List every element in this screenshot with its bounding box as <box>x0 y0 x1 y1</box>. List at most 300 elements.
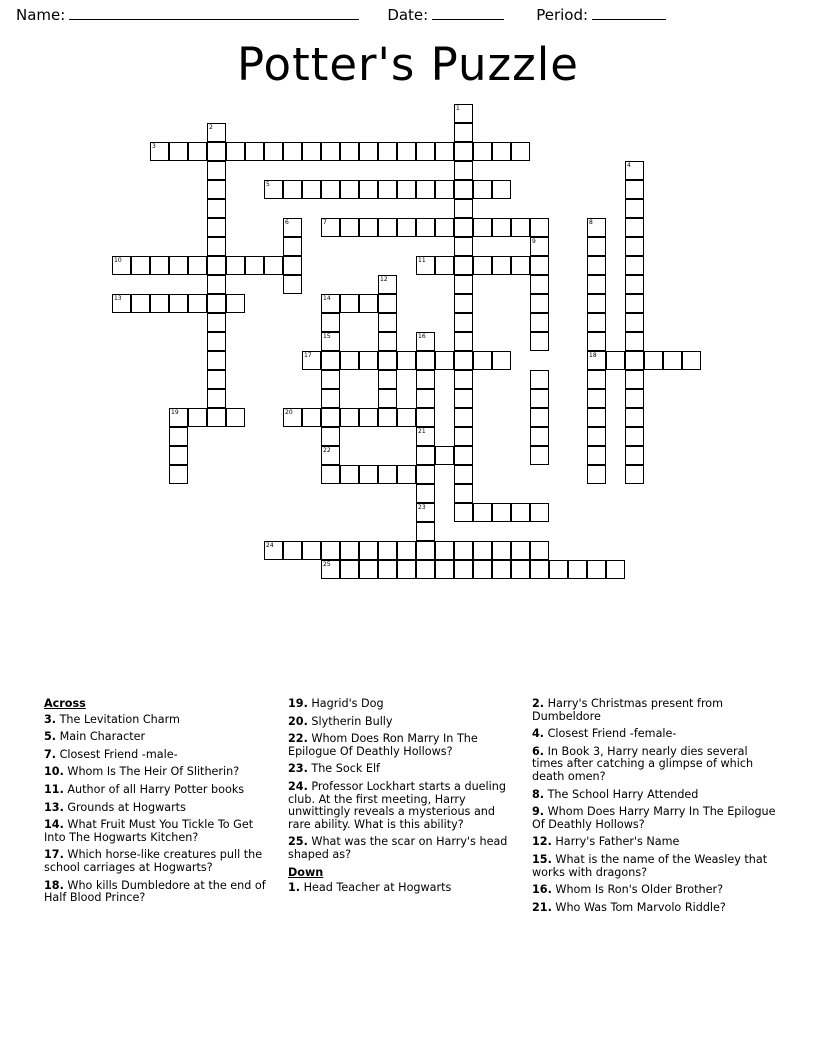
grid-cell[interactable] <box>454 180 473 199</box>
grid-cell[interactable] <box>150 256 169 275</box>
clue-item <box>532 854 777 879</box>
grid-cell[interactable] <box>359 465 378 484</box>
grid-cell[interactable] <box>435 446 454 465</box>
grid-cell[interactable] <box>283 541 302 560</box>
grid-cell[interactable] <box>625 161 644 180</box>
grid-cell[interactable] <box>644 351 663 370</box>
grid-cell[interactable] <box>283 237 302 256</box>
clue-text: The Sock Elf <box>307 762 380 776</box>
grid-cell[interactable] <box>530 503 549 522</box>
grid-cell[interactable] <box>587 427 606 446</box>
grid-cell[interactable] <box>397 541 416 560</box>
grid-cell[interactable] <box>150 294 169 313</box>
grid-cell[interactable] <box>283 256 302 275</box>
crossword-grid[interactable] <box>0 104 816 684</box>
grid-cell[interactable] <box>530 237 549 256</box>
grid-cell[interactable] <box>226 408 245 427</box>
grid-cell[interactable] <box>378 332 397 351</box>
grid-cell[interactable] <box>378 465 397 484</box>
grid-cell[interactable] <box>340 294 359 313</box>
grid-cell[interactable] <box>454 560 473 579</box>
grid-cell[interactable] <box>226 256 245 275</box>
grid-cell[interactable] <box>492 503 511 522</box>
grid-cell[interactable] <box>359 142 378 161</box>
grid-cell[interactable] <box>207 313 226 332</box>
grid-cell[interactable] <box>226 294 245 313</box>
clue-number: 13. <box>44 800 64 814</box>
grid-cell[interactable] <box>454 237 473 256</box>
grid-cell[interactable] <box>378 408 397 427</box>
grid-cell[interactable] <box>378 351 397 370</box>
clue-number: 20. <box>288 714 308 728</box>
grid-cell[interactable] <box>226 142 245 161</box>
period-blank[interactable] <box>592 7 666 20</box>
grid-cell[interactable] <box>416 484 435 503</box>
grid-cell[interactable] <box>435 256 454 275</box>
page-title: Potter's Puzzle <box>237 38 579 91</box>
clue-number: 24. <box>288 779 308 793</box>
grid-cell[interactable] <box>435 351 454 370</box>
grid-cell[interactable] <box>587 294 606 313</box>
grid-cell[interactable] <box>454 313 473 332</box>
grid-cell[interactable] <box>321 408 340 427</box>
grid-cell[interactable] <box>283 142 302 161</box>
grid-cell[interactable] <box>378 142 397 161</box>
grid-cell[interactable] <box>492 256 511 275</box>
grid-cell[interactable] <box>340 180 359 199</box>
grid-cell[interactable] <box>397 560 416 579</box>
grid-cell[interactable] <box>397 465 416 484</box>
clue-item <box>288 781 520 831</box>
clue-number: 2. <box>532 697 545 710</box>
grid-cell[interactable] <box>587 446 606 465</box>
clues-area <box>44 698 784 958</box>
grid-cell[interactable] <box>454 275 473 294</box>
grid-cell[interactable] <box>321 370 340 389</box>
clue-number: 23. <box>288 762 308 776</box>
grid-cell[interactable] <box>587 218 606 237</box>
clue-item <box>288 763 520 776</box>
grid-cell[interactable] <box>454 427 473 446</box>
clue-item <box>532 746 777 784</box>
grid-cell[interactable] <box>625 256 644 275</box>
clue-number: 21. <box>532 900 552 914</box>
clue-number: 12. <box>532 835 552 849</box>
grid-cell[interactable] <box>473 218 492 237</box>
grid-cell[interactable] <box>511 256 530 275</box>
grid-cell[interactable] <box>340 408 359 427</box>
grid-cell[interactable] <box>112 294 131 313</box>
clue-number: 8. <box>532 787 545 801</box>
grid-cell[interactable] <box>663 351 682 370</box>
grid-cell[interactable] <box>169 256 188 275</box>
grid-cell[interactable] <box>321 427 340 446</box>
clue-text: What is the name of the Weasley that works with dragons? <box>532 852 768 879</box>
grid-cell[interactable] <box>530 560 549 579</box>
grid-cell[interactable] <box>587 370 606 389</box>
grid-cell[interactable] <box>359 408 378 427</box>
grid-cell[interactable] <box>511 560 530 579</box>
grid-cell[interactable] <box>625 446 644 465</box>
grid-cell[interactable] <box>492 351 511 370</box>
grid-cell[interactable] <box>283 408 302 427</box>
grid-cell[interactable] <box>454 503 473 522</box>
period-field[interactable] <box>536 6 666 24</box>
grid-cell[interactable] <box>188 142 207 161</box>
grid-cell[interactable] <box>492 541 511 560</box>
grid-cell[interactable] <box>530 427 549 446</box>
clue-item <box>288 716 520 729</box>
grid-cell[interactable] <box>416 427 435 446</box>
date-blank[interactable] <box>432 7 504 20</box>
grid-cell[interactable] <box>454 199 473 218</box>
cell-number: 5 <box>266 181 270 188</box>
clue-number: 17. <box>44 848 64 862</box>
grid-cell[interactable] <box>264 142 283 161</box>
grid-cell[interactable] <box>587 408 606 427</box>
clue-text: What Fruit Must You Tickle To Get Into The Hogwarts Kitchen? <box>44 818 254 844</box>
grid-cell[interactable] <box>587 332 606 351</box>
clue-item <box>288 733 520 758</box>
grid-cell[interactable] <box>530 370 549 389</box>
clue-item <box>532 902 777 915</box>
clue-number: 19. <box>288 697 308 710</box>
grid-cell[interactable] <box>359 180 378 199</box>
clue-text: Slytherin Bully <box>307 714 393 728</box>
grid-cell[interactable] <box>416 256 435 275</box>
grid-cell[interactable] <box>188 294 207 313</box>
grid-cell[interactable] <box>207 332 226 351</box>
grid-cell[interactable] <box>321 446 340 465</box>
grid-cell[interactable] <box>416 332 435 351</box>
grid-cell[interactable] <box>454 465 473 484</box>
grid-cell[interactable] <box>321 313 340 332</box>
grid-cell[interactable] <box>473 541 492 560</box>
grid-cell[interactable] <box>492 218 511 237</box>
grid-cell[interactable] <box>245 256 264 275</box>
clue-number: 1. <box>288 881 301 895</box>
grid-cell[interactable] <box>359 294 378 313</box>
clue-number: 6. <box>532 744 545 758</box>
grid-cell[interactable] <box>530 408 549 427</box>
grid-cell[interactable] <box>625 408 644 427</box>
grid-cell[interactable] <box>511 541 530 560</box>
grid-cell[interactable] <box>340 142 359 161</box>
grid-cell[interactable] <box>511 218 530 237</box>
grid-cell[interactable] <box>473 180 492 199</box>
grid-cell[interactable] <box>169 294 188 313</box>
grid-cell[interactable] <box>207 370 226 389</box>
grid-cell[interactable] <box>340 351 359 370</box>
grid-cell[interactable] <box>530 313 549 332</box>
grid-cell[interactable] <box>150 142 169 161</box>
grid-cell[interactable] <box>454 142 473 161</box>
grid-cell[interactable] <box>568 560 587 579</box>
grid-cell[interactable] <box>340 541 359 560</box>
grid-cell[interactable] <box>435 541 454 560</box>
grid-cell[interactable] <box>131 294 150 313</box>
grid-cell[interactable] <box>321 142 340 161</box>
grid-cell[interactable] <box>473 351 492 370</box>
grid-cell[interactable] <box>321 294 340 313</box>
grid-cell[interactable] <box>378 560 397 579</box>
grid-cell[interactable] <box>606 351 625 370</box>
grid-cell[interactable] <box>169 142 188 161</box>
clue-text: Closest Friend -female- <box>544 727 677 741</box>
grid-cell[interactable] <box>207 275 226 294</box>
cell-number: 21 <box>418 428 426 435</box>
grid-cell[interactable] <box>511 142 530 161</box>
grid-cell[interactable] <box>359 218 378 237</box>
grid-cell[interactable] <box>207 237 226 256</box>
name-field[interactable] <box>16 6 359 24</box>
date-label: Date: <box>387 6 429 24</box>
clue-text: Author of all Harry Potter books <box>63 782 245 796</box>
grid-cell[interactable] <box>530 275 549 294</box>
grid-cell[interactable] <box>454 256 473 275</box>
grid-cell[interactable] <box>416 541 435 560</box>
grid-cell[interactable] <box>416 503 435 522</box>
clue-number: 22. <box>288 732 308 746</box>
grid-cell[interactable] <box>302 142 321 161</box>
grid-cell[interactable] <box>283 275 302 294</box>
clue-text: What was the scar on Harry's head shaped as? <box>288 835 508 861</box>
grid-cell[interactable] <box>340 560 359 579</box>
grid-cell[interactable] <box>454 161 473 180</box>
grid-cell[interactable] <box>416 218 435 237</box>
grid-cell[interactable] <box>625 199 644 218</box>
grid-cell[interactable] <box>587 465 606 484</box>
grid-cell[interactable] <box>397 142 416 161</box>
grid-cell[interactable] <box>207 389 226 408</box>
cell-number: 15 <box>323 333 331 340</box>
grid-cell[interactable] <box>625 180 644 199</box>
grid-cell[interactable] <box>530 541 549 560</box>
clue-item <box>532 884 777 897</box>
grid-cell[interactable] <box>416 370 435 389</box>
name-blank[interactable] <box>69 7 359 20</box>
grid-cell[interactable] <box>283 180 302 199</box>
period-label: Period: <box>536 6 589 24</box>
grid-cell[interactable] <box>454 408 473 427</box>
grid-cell[interactable] <box>397 351 416 370</box>
cell-number: 1 <box>456 105 460 112</box>
grid-cell[interactable] <box>682 351 701 370</box>
grid-cell[interactable] <box>321 180 340 199</box>
clue-text: Whom Does Harry Marry In The Epilogue Of Deathly Hollows? <box>532 805 776 831</box>
grid-cell[interactable] <box>416 560 435 579</box>
name-label: Name: <box>16 6 66 24</box>
grid-cell[interactable] <box>530 218 549 237</box>
grid-cell[interactable] <box>416 389 435 408</box>
grid-cell[interactable] <box>416 180 435 199</box>
grid-cell[interactable] <box>454 218 473 237</box>
clue-item <box>532 789 777 802</box>
grid-cell[interactable] <box>492 180 511 199</box>
grid-cell[interactable] <box>359 351 378 370</box>
clue-number: 9. <box>532 805 545 819</box>
cell-number: 16 <box>418 333 426 340</box>
grid-cell[interactable] <box>416 465 435 484</box>
grid-cell[interactable] <box>321 351 340 370</box>
clue-item <box>44 731 276 744</box>
grid-cell[interactable] <box>587 313 606 332</box>
grid-cell[interactable] <box>454 484 473 503</box>
grid-cell[interactable] <box>492 142 511 161</box>
clue-text: Whom Is Ron's Older Brother? <box>551 883 724 897</box>
grid-cell[interactable] <box>321 541 340 560</box>
grid-cell[interactable] <box>321 218 340 237</box>
grid-cell[interactable] <box>606 560 625 579</box>
grid-cell[interactable] <box>625 465 644 484</box>
grid-cell[interactable] <box>378 370 397 389</box>
grid-cell[interactable] <box>435 142 454 161</box>
grid-cell[interactable] <box>454 123 473 142</box>
cell-number: 25 <box>323 561 331 568</box>
grid-cell[interactable] <box>378 275 397 294</box>
grid-cell[interactable] <box>264 180 283 199</box>
grid-cell[interactable] <box>169 446 188 465</box>
grid-cell[interactable] <box>245 142 264 161</box>
grid-cell[interactable] <box>530 294 549 313</box>
grid-cell[interactable] <box>625 370 644 389</box>
clue-item <box>288 882 520 895</box>
grid-cell[interactable] <box>416 522 435 541</box>
grid-cell[interactable] <box>530 332 549 351</box>
grid-cell[interactable] <box>587 351 606 370</box>
grid-cell[interactable] <box>454 332 473 351</box>
grid-cell[interactable] <box>454 104 473 123</box>
grid-cell[interactable] <box>454 294 473 313</box>
grid-cell[interactable] <box>188 256 207 275</box>
grid-cell[interactable] <box>264 256 283 275</box>
grid-cell[interactable] <box>492 560 511 579</box>
grid-cell[interactable] <box>587 237 606 256</box>
grid-cell[interactable] <box>283 218 302 237</box>
grid-cell[interactable] <box>302 408 321 427</box>
grid-cell[interactable] <box>625 275 644 294</box>
grid-cell[interactable] <box>302 351 321 370</box>
grid-cell[interactable] <box>530 446 549 465</box>
grid-cell[interactable] <box>359 541 378 560</box>
grid-cell[interactable] <box>473 503 492 522</box>
cell-number: 13 <box>114 295 122 302</box>
grid-cell[interactable] <box>207 218 226 237</box>
grid-cell[interactable] <box>416 408 435 427</box>
grid-cell[interactable] <box>454 446 473 465</box>
grid-cell[interactable] <box>454 541 473 560</box>
grid-cell[interactable] <box>530 256 549 275</box>
clue-item <box>532 698 777 723</box>
grid-cell[interactable] <box>625 351 644 370</box>
grid-cell[interactable] <box>587 389 606 408</box>
grid-cell[interactable] <box>378 313 397 332</box>
grid-cell[interactable] <box>302 541 321 560</box>
grid-cell[interactable] <box>435 180 454 199</box>
clue-item <box>532 806 777 831</box>
grid-cell[interactable] <box>321 465 340 484</box>
grid-cell[interactable] <box>625 237 644 256</box>
grid-cell[interactable] <box>511 503 530 522</box>
grid-cell[interactable] <box>397 408 416 427</box>
grid-cell[interactable] <box>625 313 644 332</box>
date-field[interactable] <box>387 6 504 24</box>
grid-cell[interactable] <box>359 560 378 579</box>
grid-cell[interactable] <box>625 332 644 351</box>
grid-cell[interactable] <box>188 408 207 427</box>
grid-cell[interactable] <box>397 180 416 199</box>
grid-cell[interactable] <box>169 427 188 446</box>
grid-cell[interactable] <box>378 389 397 408</box>
grid-cell[interactable] <box>454 389 473 408</box>
clue-text: Grounds at Hogwarts <box>63 800 186 814</box>
grid-cell[interactable] <box>587 560 606 579</box>
grid-cell[interactable] <box>207 351 226 370</box>
grid-cell[interactable] <box>340 218 359 237</box>
grid-cell[interactable] <box>169 465 188 484</box>
grid-cell[interactable] <box>625 218 644 237</box>
grid-cell[interactable] <box>207 161 226 180</box>
grid-cell[interactable] <box>549 560 568 579</box>
grid-cell[interactable] <box>454 351 473 370</box>
grid-cell[interactable] <box>207 199 226 218</box>
clue-column-1 <box>44 698 276 910</box>
grid-cell[interactable] <box>169 408 188 427</box>
grid-cell[interactable] <box>530 389 549 408</box>
grid-cell[interactable] <box>587 256 606 275</box>
grid-cell[interactable] <box>378 218 397 237</box>
grid-cell[interactable] <box>302 180 321 199</box>
grid-cell[interactable] <box>264 541 283 560</box>
grid-cell[interactable] <box>207 180 226 199</box>
grid-cell[interactable] <box>435 218 454 237</box>
grid-cell[interactable] <box>207 123 226 142</box>
clue-text: The School Harry Attended <box>544 787 699 801</box>
grid-cell[interactable] <box>397 218 416 237</box>
grid-cell[interactable] <box>435 560 454 579</box>
grid-cell[interactable] <box>587 275 606 294</box>
grid-cell[interactable] <box>625 427 644 446</box>
grid-cell[interactable] <box>340 465 359 484</box>
grid-cell[interactable] <box>378 541 397 560</box>
grid-cell[interactable] <box>207 294 226 313</box>
grid-cell[interactable] <box>473 142 492 161</box>
grid-cell[interactable] <box>416 351 435 370</box>
grid-cell[interactable] <box>416 446 435 465</box>
clue-number: 5. <box>44 730 57 744</box>
grid-cell[interactable] <box>207 142 226 161</box>
grid-cell[interactable] <box>625 389 644 408</box>
grid-cell[interactable] <box>207 408 226 427</box>
grid-cell[interactable] <box>321 560 340 579</box>
grid-cell[interactable] <box>416 142 435 161</box>
grid-cell[interactable] <box>321 389 340 408</box>
grid-cell[interactable] <box>473 560 492 579</box>
grid-cell[interactable] <box>207 256 226 275</box>
cell-number: 24 <box>266 542 274 549</box>
grid-cell[interactable] <box>454 370 473 389</box>
grid-cell[interactable] <box>321 332 340 351</box>
clue-number: 10. <box>44 765 64 779</box>
clue-number: 14. <box>44 818 64 832</box>
grid-cell[interactable] <box>378 180 397 199</box>
grid-cell[interactable] <box>625 294 644 313</box>
grid-cell[interactable] <box>473 256 492 275</box>
cell-number: 7 <box>323 219 327 226</box>
grid-cell[interactable] <box>112 256 131 275</box>
grid-cell[interactable] <box>378 294 397 313</box>
grid-cell[interactable] <box>131 256 150 275</box>
